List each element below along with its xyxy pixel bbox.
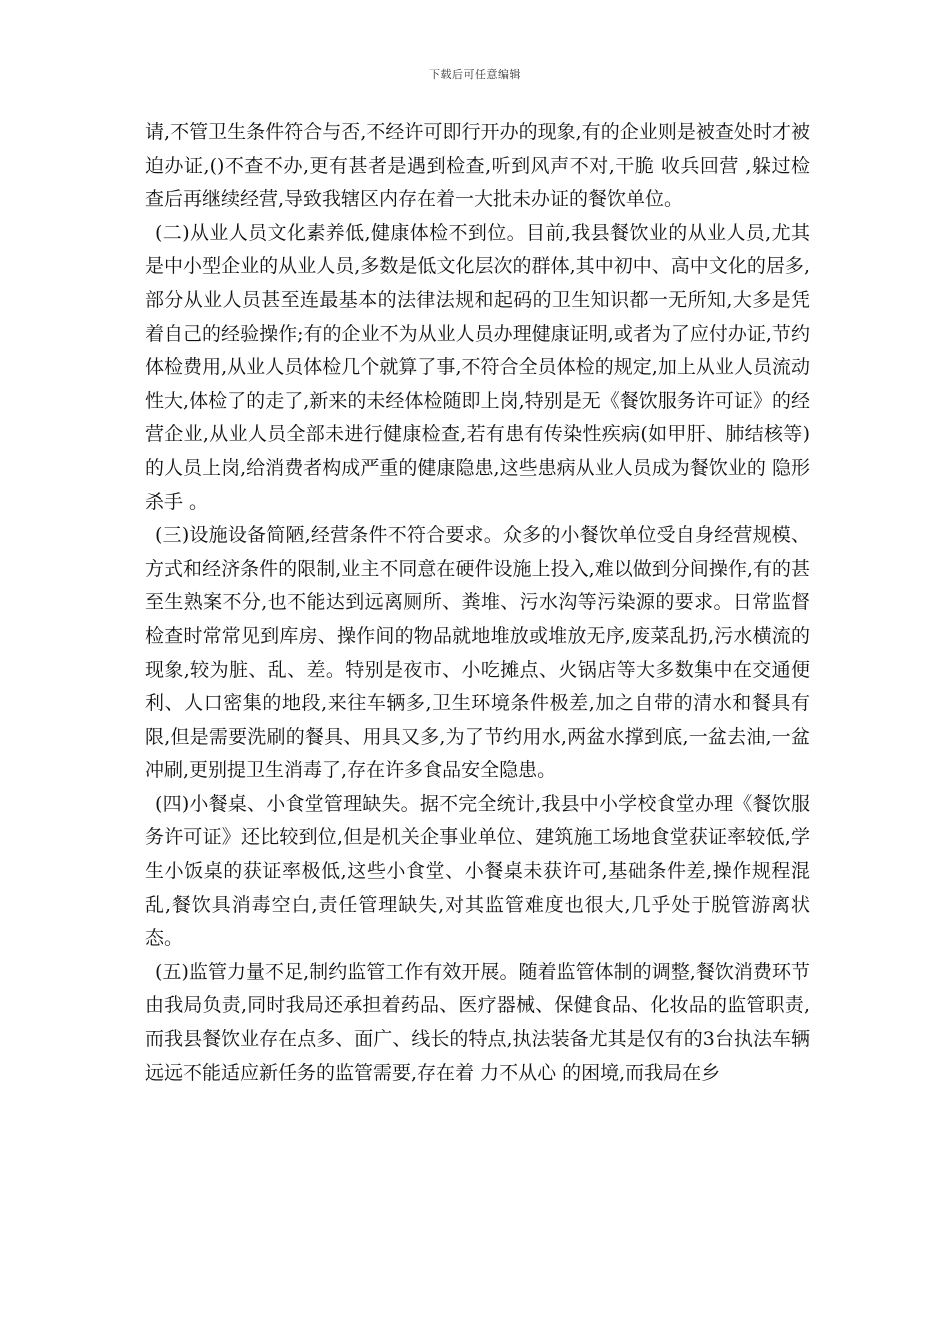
paragraph-section-4: (四)小餐桌、小食堂管理缺失。据不完全统计,我县中小学校食堂办理《餐饮服务许可证》还比较到位,但是机关企事业单位、建筑施工场地食堂获证率较低,学生小饭桌的获证率极低,这些小食堂、小餐桌未获许可,基础条件差,操作规程混乱,餐饮具消毒空白,责任管理缺失,对其监管难度也很大,几乎处于脱管游离状态。 [145,792,810,950]
paragraph-section-3: (三)设施设备简陋,经营条件不符合要求。众多的小餐饮单位受自身经营规模、方式和经济条件的限制,业主不同意在硬件设施上投入,难以做到分间操作,有的甚至生熟案不分,也不能达到远离厕所、粪堆、污水沟等污染源的要求。日常监督检查时常常见到库房、操作间的物品就地堆放或堆放无序,废菜乱扔,污水横流的现象,较为脏、乱、差。特别是夜市、小吃摊点、火锅店等大多数集中在交通便利、人口密集的地段,来往车辆多,卫生环境条件极差,加之自带的清水和餐具有限,但是需要洗刷的餐具、用具又多,为了节约用水,两盆水撑到底,一盆去油,一盆冲刷,更别提卫生消毒了,存在许多食品安全隐患。 [145,524,810,782]
paragraph-section-2: (二)从业人员文化素养低,健康体检不到位。目前,我县餐饮业的从业人员,尤其是中小型企业的从业人员,多数是低文化层次的群体,其中初中、高中文化的居多,部分从业人员甚至连最基本的法律法规和起码的卫生知识都一无所知,大多是凭着自己的经验操作;有的企业不为从业人员办理健康证明,或者为了应付办证,节约体检费用,从业人员体检几个就算了事,不符合全员体检的规定,加上从业人员流动性大,体检了的走了,新来的未经体检随即上岗,特别是无《餐饮服务许可证》的经营企业,从业人员全部未进行健康检查,若有患有传染性疾病(如甲肝、肺结核等)的人员上岗,给消费者构成严重的健康隐患,这些患病从业人员成为餐饮业的 隐形杀手 。 [145,221,810,513]
document-body [145,116,810,1090]
paragraph-section-5: (五)监管力量不足,制约监管工作有效开展。随着监管体制的调整,餐饮消费环节由我局负责,同时我局还承担着药品、医疗器械、保健食品、化妆品的监管职责,而我县餐饮业存在点多、面广、线长的特点,执法装备尤其是仅有的3台执法车辆远远不能适应新任务的监管需要,存在着 力不从心 的困境,而我局在乡 [145,960,810,1084]
page-header: 下载后可任意编辑 [429,68,521,81]
paragraph-continuation: 请,不管卫生条件符合与否,不经许可即行开办的现象,有的企业则是被查处时才被迫办证,()不查不办,更有甚者是遇到检查,听到风声不对,干脆 收兵回营 ,躲过检查后再继续经营,导致我辖区内存在着一大批未办证的餐饮单位。 [145,121,810,211]
